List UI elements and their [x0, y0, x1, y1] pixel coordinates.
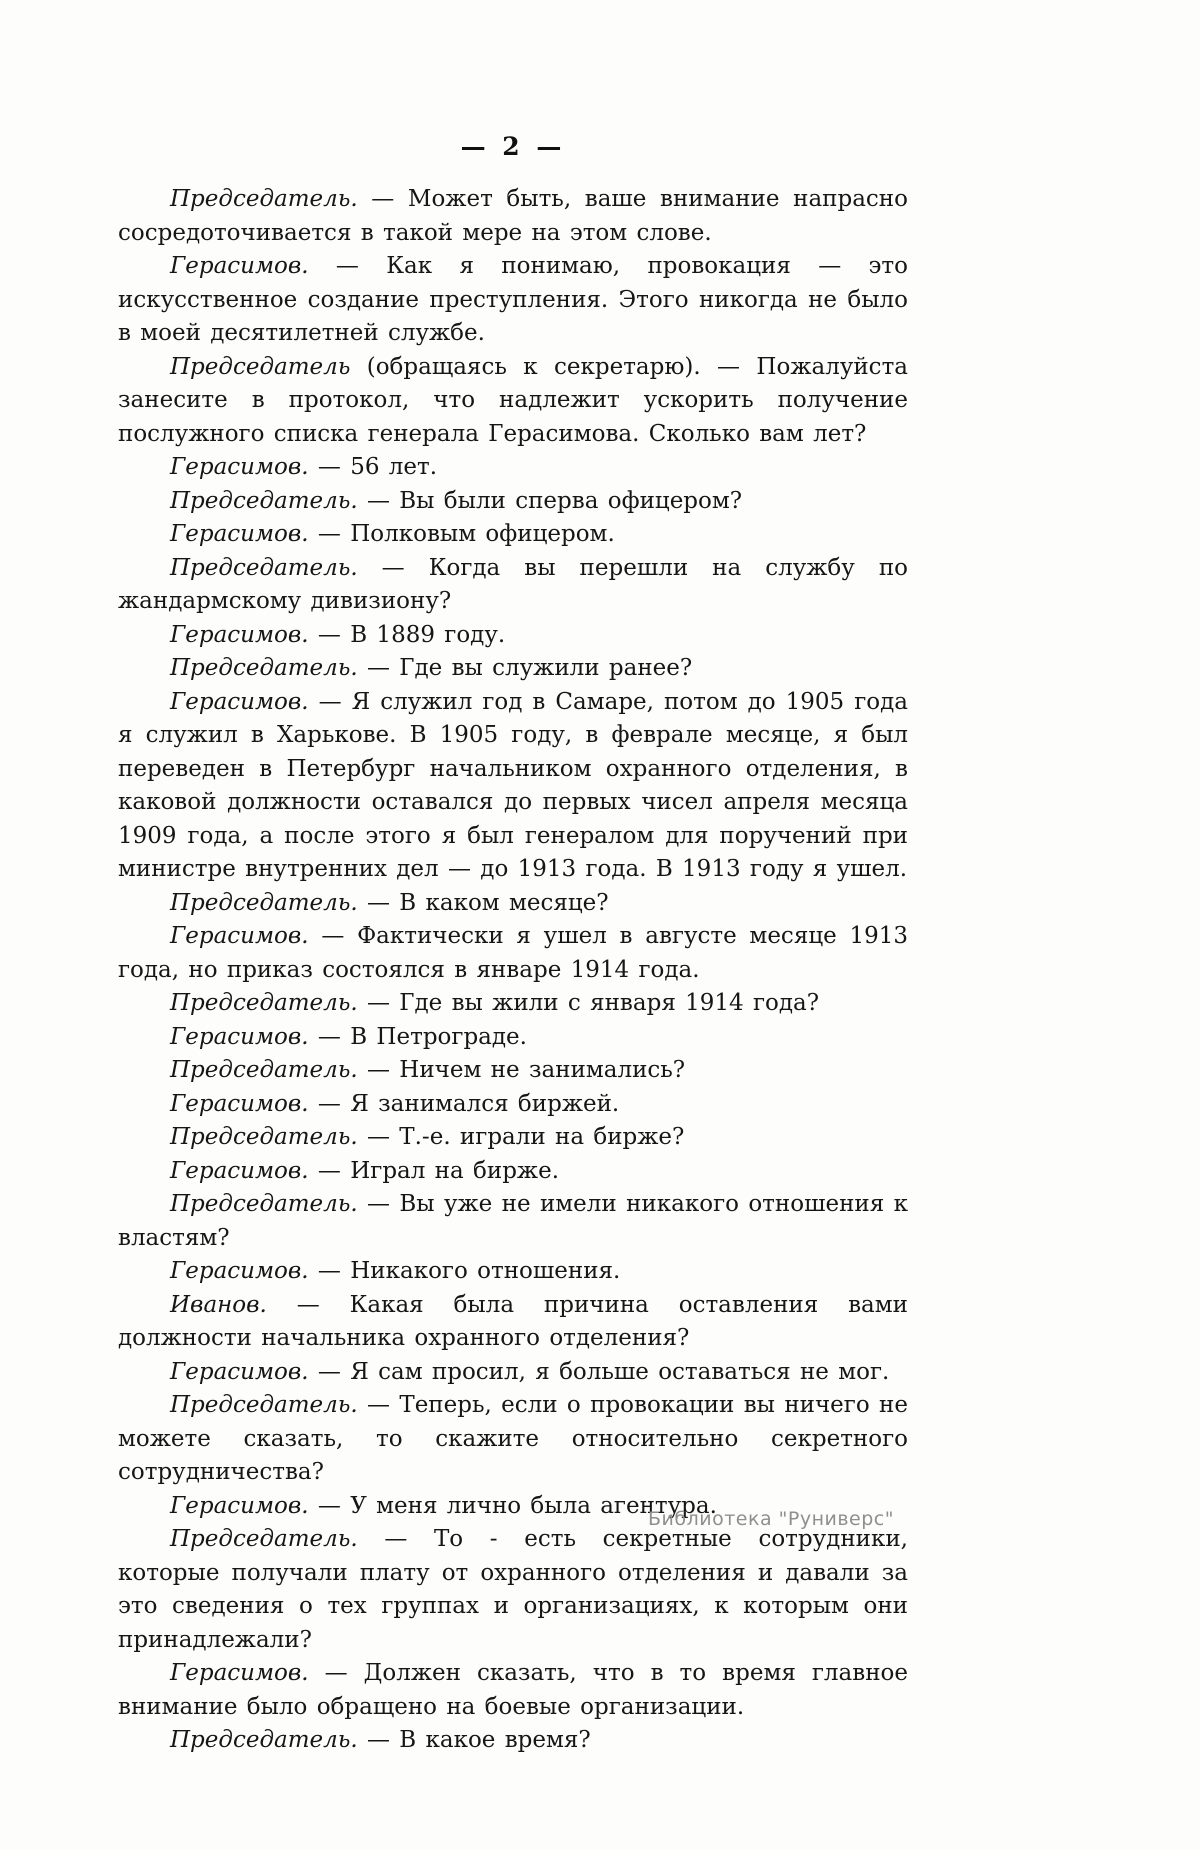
dialogue-paragraph: [118, 887, 908, 921]
speech-text: — Вы уже не имели никакого отношения к властям?: [118, 1191, 908, 1251]
speaker-name: Герасимов.: [170, 521, 318, 547]
dialogue-paragraph: [118, 1021, 908, 1055]
speaker-name: Председатель.: [170, 990, 367, 1016]
speaker-name: Герасимов.: [170, 1492, 318, 1519]
dialogue-paragraph: [118, 1523, 908, 1657]
speaker-name: Герасимов.: [170, 253, 336, 279]
dialogue-paragraph: [118, 652, 908, 686]
speaker-name: Герасимов.: [170, 1023, 318, 1050]
dialogue-paragraph: [118, 1657, 908, 1724]
dialogue-paragraph: [118, 1356, 908, 1390]
dialogue-paragraph: [118, 1088, 908, 1122]
speaker-name: Председатель.: [170, 1124, 367, 1150]
dialogue-paragraph: [118, 1121, 908, 1155]
speech-text: (обращаясь к секретарю). — Пожалуйста занесите в протокол, что надлежит ускорить получение послужного списка генерала Герасимова. Сколько вам лет?: [118, 353, 909, 447]
dialogue-paragraph: [118, 1724, 908, 1758]
speech-text: — В 1889 году.: [317, 621, 506, 648]
speaker-name: Герасимов.: [170, 621, 318, 648]
speaker-name: Герасимов.: [170, 1358, 318, 1385]
speech-text: — Как я понимаю, провокация — это искусственное создание преступления. Этого никогда не было в моей десятилетней службе.: [118, 253, 908, 346]
speaker-name: Председатель: [170, 353, 367, 380]
speaker-name: Герасимов.: [170, 1258, 318, 1284]
speech-text: — 56 лет.: [317, 454, 438, 480]
library-watermark: Библиотека "Руниверс": [648, 1508, 894, 1530]
dialogue-paragraph: [118, 451, 908, 485]
speech-text: — Теперь, если о провокации вы ничего не можете сказать, то скажите относительно секретного сотрудничества?: [118, 1392, 908, 1485]
dialogue-paragraph: [118, 1289, 908, 1356]
speech-text: — Какая была причина оставления вами должности начальника охранного отделения?: [118, 1291, 908, 1351]
speaker-name: Герасимов.: [170, 1090, 318, 1117]
speech-text: — Когда вы перешли на службу по жандармскому дивизиону?: [118, 554, 908, 614]
speaker-name: Председатель.: [170, 186, 372, 212]
speaker-name: Председатель.: [170, 1727, 367, 1753]
speech-text: — Фактически я ушел в августе месяце 1913 года, но приказ состоялся в январе 1914 года.: [118, 923, 908, 983]
speech-text: — В Петрограде.: [317, 1023, 527, 1050]
speaker-name: Герасимов.: [170, 1157, 318, 1184]
speech-text: — Ничем не занимались?: [366, 1057, 686, 1083]
speech-text: — Никакого отношения.: [317, 1258, 621, 1284]
speech-text: — Может быть, ваше внимание напрасно сосредоточивается в такой мере на этом слове.: [118, 186, 908, 246]
speech-text: — Где вы жили с января 1914 года?: [366, 990, 820, 1016]
speech-text: — Должен сказать, что в то время главное внимание было обращено на боевые организации.: [118, 1660, 908, 1720]
dialogue-paragraph: [118, 619, 908, 653]
speaker-name: Председатель.: [170, 889, 367, 916]
speaker-name: Герасимов.: [170, 1660, 325, 1686]
speaker-name: Герасимов.: [170, 688, 319, 715]
speaker-name: Председатель.: [170, 487, 367, 514]
speech-text: — Вы были сперва офицером?: [366, 487, 743, 514]
dialogue-paragraph: [118, 1188, 908, 1255]
dialogue-paragraph: [118, 518, 908, 552]
dialogue-paragraph: [118, 1155, 908, 1189]
speaker-name: Председатель.: [170, 1057, 367, 1083]
speaker-name: Председатель.: [170, 655, 367, 681]
speaker-name: Иванов.: [170, 1291, 297, 1318]
page-number: — 2 —: [460, 132, 566, 161]
speech-text: — То - есть секретные сотрудники, которые получали плату от охранного отделения и давали за это сведения о тех группах и организациях, к которым они принадлежали?: [118, 1526, 908, 1653]
speech-text: — Я занимался биржей.: [317, 1090, 620, 1117]
speaker-name: Герасимов.: [170, 923, 322, 949]
dialogue-paragraph: [118, 1255, 908, 1289]
speech-text: — Т.-е. играли на бирже?: [366, 1124, 685, 1150]
dialogue-paragraph: [118, 250, 908, 351]
speech-text: — В каком месяце?: [366, 889, 609, 916]
dialogue-paragraph: [118, 552, 908, 619]
speech-text: — Полковым офицером.: [317, 521, 615, 547]
speech-text: — Я сам просил, я больше оставаться не мог.: [317, 1358, 890, 1385]
speaker-name: Председатель.: [170, 554, 382, 581]
speech-text: — Где вы служили ранее?: [366, 655, 693, 681]
dialogue-paragraph: [118, 987, 908, 1021]
speaker-name: Председатель.: [170, 1526, 385, 1552]
dialogue-paragraph: [118, 920, 908, 987]
dialogue-paragraph: [118, 485, 908, 519]
speaker-name: Председатель.: [170, 1191, 368, 1217]
speech-text: — В какое время?: [366, 1727, 591, 1753]
dialogue-paragraph: [118, 1054, 908, 1088]
speaker-name: Герасимов.: [170, 454, 318, 480]
speech-text: — У меня лично была агентура.: [317, 1492, 717, 1519]
dialogue-paragraph: [118, 351, 908, 452]
dialogue-paragraph: [118, 686, 908, 887]
speech-text: — Я служил год в Самаре, потом до 1905 года я служил в Харькове. В 1905 году, в феврале месяце, я был переведен в Петербург начальником охранного отделения, в каковой должности оставался до первых чисел апреля месяца 1909 года, а после этого я был генералом для поручений при министре внутренних дел — до 1913 года. В 1913 году я ушел.: [118, 688, 908, 882]
speech-text: — Играл на бирже.: [317, 1157, 560, 1184]
dialogue-paragraph: [118, 1389, 908, 1490]
dialogue-paragraph: [118, 183, 908, 250]
speaker-name: Председатель.: [170, 1392, 367, 1418]
